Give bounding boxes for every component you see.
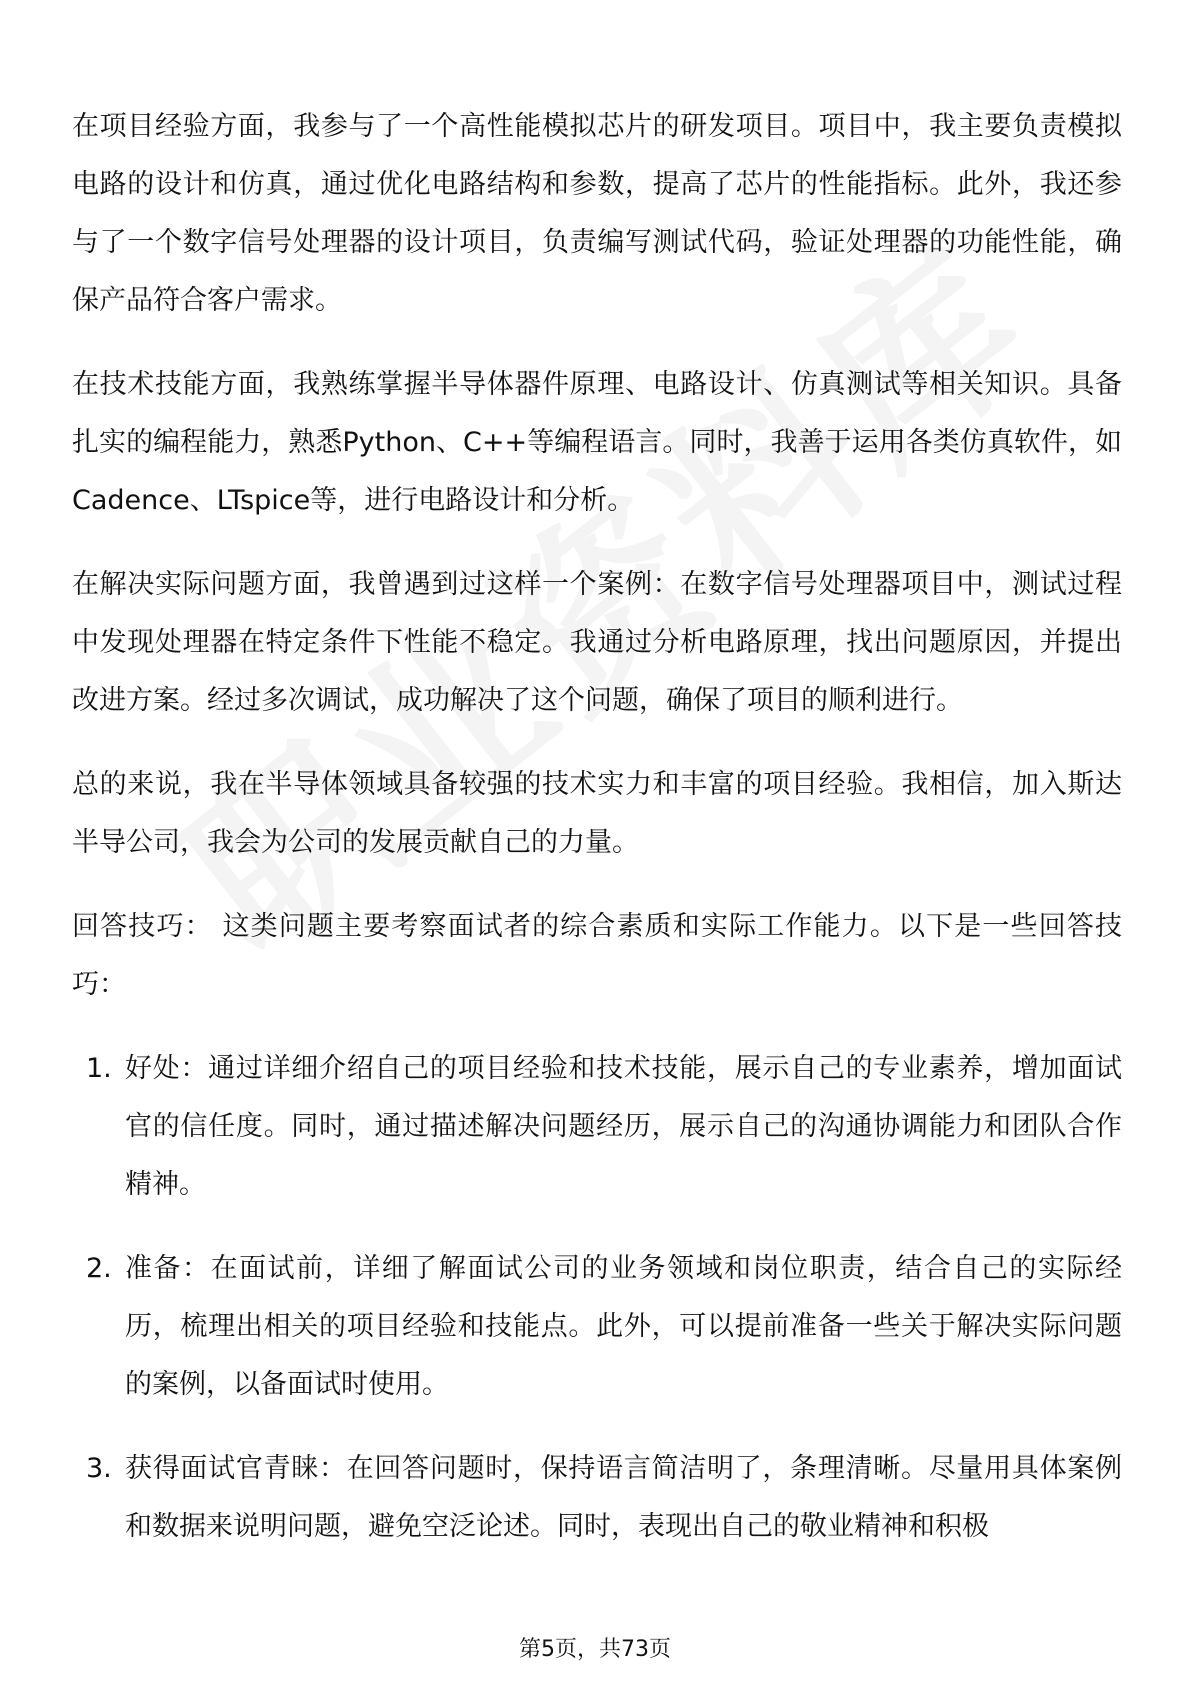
paragraph-project-experience: 在项目经验方面，我参与了一个高性能模拟芯片的研发项目。项目中，我主要负责模拟电路的设计和仿真，通过优化电路结构和参数，提高了芯片的性能指标。此外，我还参与了一个数字信号处理器的设计项目，负责编写测试代码，验证处理器的功能性能，确保产品符合客户需求。 [72, 111, 1122, 316]
paragraph-summary: 总的来说，我在半导体领域具备较强的技术实力和丰富的项目经验。我相信，加入斯达半导公司，我会为公司的发展贡献自己的力量。 [72, 769, 1122, 858]
list-item-text: 好处：通过详细介绍自己的项目经验和技术技能，展示自己的专业素养，增加面试官的信任度。同时，通过描述解决问题经历，展示自己的沟通协调能力和团队合作精神。 [125, 1053, 1122, 1200]
document-body [72, 98, 1122, 1582]
list-item-number: 1. [86, 1053, 112, 1084]
list-item [72, 1440, 1122, 1556]
list-item [72, 1240, 1122, 1414]
page-footer: 第5页，共73页 [519, 1637, 671, 1662]
paragraph-answer-tips: 回答技巧： 这类问题主要考察面试者的综合素质和实际工作能力。以下是一些回答技巧： [72, 911, 1122, 1000]
list-item [72, 1040, 1122, 1214]
list-item-number: 3. [86, 1453, 112, 1484]
tips-list [72, 1040, 1122, 1556]
list-item-number: 2. [86, 1253, 112, 1284]
paragraph-problem-solving: 在解决实际问题方面，我曾遇到过这样一个案例：在数字信号处理器项目中，测试过程中发现处理器在特定条件下性能不稳定。我通过分析电路原理，找出问题原因，并提出改进方案。经过多次调试，成功解决了这个问题，确保了项目的顺利进行。 [72, 569, 1122, 716]
paragraph-technical-skills: 在技术技能方面，我熟练掌握半导体器件原理、电路设计、仿真测试等相关知识。具备扎实的编程能力，熟悉Python、C++等编程语言。同时，我善于运用各类仿真软件，如Cadence、LTspice等，进行电路设计和分析。 [72, 369, 1122, 516]
list-item-text: 获得面试官青睐：在回答问题时，保持语言简洁明了，条理清晰。尽量用具体案例和数据来说明问题，避免空泛论述。同时，表现出自己的敬业精神和积极 [125, 1453, 1122, 1542]
list-item-text: 准备：在面试前，详细了解面试公司的业务领域和岗位职责，结合自己的实际经历，梳理出相关的项目经验和技能点。此外，可以提前准备一些关于解决实际问题的案例，以备面试时使用。 [125, 1253, 1122, 1400]
